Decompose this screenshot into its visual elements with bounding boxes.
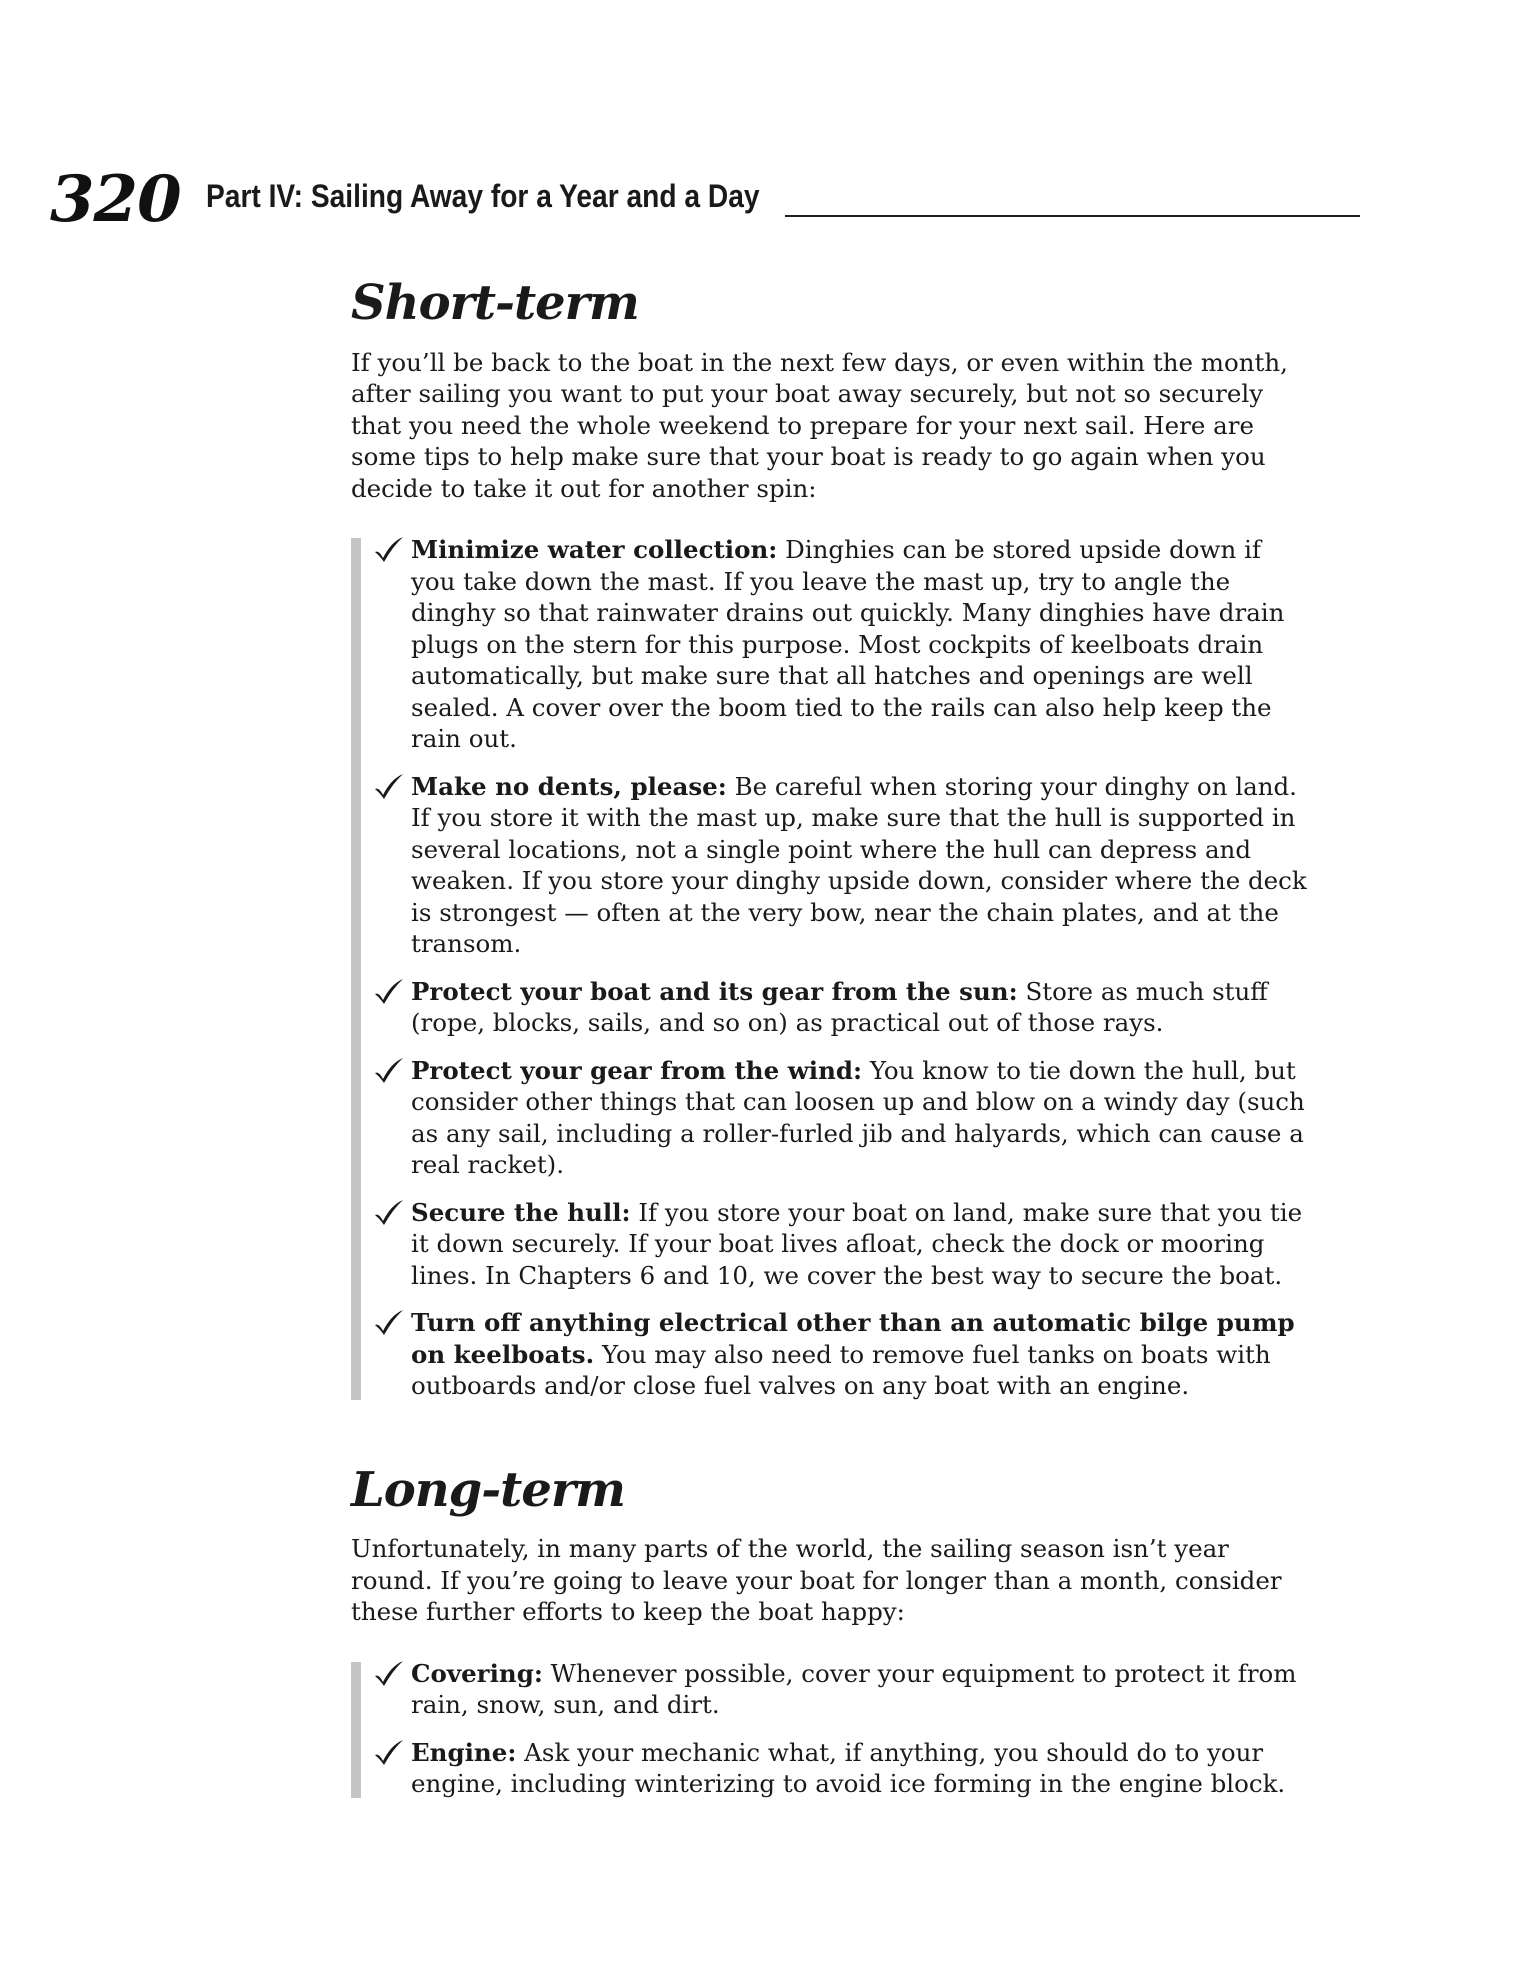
bullet-list-short-term bbox=[351, 534, 1311, 1402]
item-term: Secure the hull: bbox=[411, 1197, 631, 1227]
item-term: Protect your boat and its gear from the sun: bbox=[411, 976, 1018, 1006]
check-mark-icon bbox=[373, 976, 405, 1006]
intro-paragraph-long-term: Unfortunately, in many parts of the world, the sailing season isn’t year round. If you’re going to leave your boat for longer than a month, consider these further efforts to keep the boat happy: bbox=[351, 1534, 1282, 1627]
list-item bbox=[351, 976, 1311, 1039]
page-header bbox=[50, 160, 1310, 237]
item-term: Protect your gear from the wind: bbox=[411, 1055, 863, 1085]
list-item bbox=[351, 771, 1311, 960]
list-item bbox=[351, 1055, 1311, 1181]
item-term: Turn off anything electrical other than an automatic bilge pump on keelboats. bbox=[411, 1308, 1295, 1369]
running-head: Part IV: Sailing Away for a Year and a Day bbox=[206, 178, 760, 214]
item-body: Be careful when storing your dinghy on land. If you store it with the mast up, make sure that the hull is supported in several locations, not a single point where the hull can depress and weaken. If you store your dinghy upside down, consider where the deck is strongest — often at the very bow, near the chain plates, and at the transom. bbox=[411, 771, 1307, 959]
check-mark-icon bbox=[373, 1197, 405, 1227]
section-heading-long-term: Long-term bbox=[351, 1461, 625, 1518]
check-mark-icon bbox=[373, 1737, 405, 1767]
section-long-term bbox=[351, 1462, 1311, 1800]
item-body: If you store your boat on land, make sure that you tie it down securely. If your boat lives afloat, check the dock or mooring lines. In Chapters 6 and 10, we cover the best way to secure the boat. bbox=[411, 1197, 1303, 1290]
item-term: Minimize water collection: bbox=[411, 535, 778, 565]
item-body: You know to tie down the hull, but consider other things that can loosen up and blow on a windy day (such as any sail, including a roller-furled jib and halyards, which can cause a real racket). bbox=[411, 1055, 1305, 1180]
check-mark-icon bbox=[373, 1055, 405, 1085]
page-number: 320 bbox=[50, 162, 181, 237]
item-body: Whenever possible, cover your equipment to protect it from rain, snow, sun, and dirt. bbox=[411, 1658, 1297, 1720]
check-mark-icon bbox=[373, 1658, 405, 1688]
page-content bbox=[351, 275, 1311, 1800]
list-item bbox=[351, 1307, 1311, 1402]
list-item bbox=[351, 1197, 1311, 1292]
item-term: Engine: bbox=[411, 1737, 517, 1767]
check-mark-icon bbox=[373, 771, 405, 801]
list-item bbox=[351, 1737, 1311, 1800]
item-body: Dinghies can be stored upside down if you take down the mast. If you leave the mast up, try to angle the dinghy so that rainwater drains out quickly. Many dinghies have drain plugs on the stern for this purpose. Most cockpits of keelboats drain automatically, but make sure that all hatches and openings are well sealed. A cover over the boom tied to the rails can also help keep the rain out. bbox=[411, 535, 1285, 754]
item-body: Store as much stuff (rope, blocks, sails, and so on) as practical out of those rays. bbox=[411, 976, 1268, 1038]
header-rule bbox=[785, 215, 1360, 217]
item-body: You may also need to remove fuel tanks on boats with outboards and/or close fuel valves on any boat with an engine. bbox=[411, 1339, 1271, 1401]
item-body: Ask your mechanic what, if anything, you should do to your engine, including winterizing to avoid ice forming in the engine block. bbox=[411, 1737, 1286, 1799]
item-term: Covering: bbox=[411, 1658, 543, 1688]
check-mark-icon bbox=[373, 1307, 405, 1337]
list-item bbox=[351, 534, 1311, 755]
list-item bbox=[351, 1658, 1311, 1721]
check-mark-icon bbox=[373, 534, 405, 564]
item-term: Make no dents, please: bbox=[411, 771, 727, 801]
section-heading-short-term: Short-term bbox=[351, 275, 639, 331]
bullet-list-long-term bbox=[351, 1658, 1311, 1800]
intro-paragraph-short-term: If you’ll be back to the boat in the next few days, or even within the month, after sailing you want to put your boat away securely, but not so securely that you need the whole weekend to prepare for your next sail. Here are some tips to help make sure that your boat is ready to go again when you decide to take it out for another spin: bbox=[351, 347, 1288, 503]
section-short-term bbox=[351, 275, 1311, 1402]
